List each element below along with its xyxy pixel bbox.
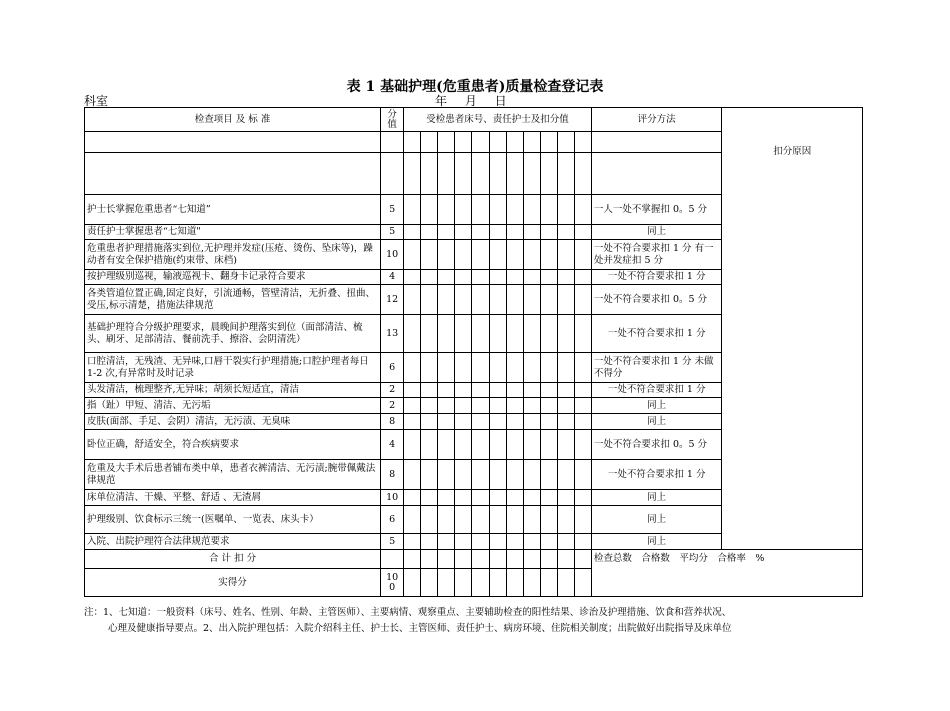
deduction-cell[interactable] — [438, 460, 455, 490]
total-cell[interactable] — [506, 550, 523, 569]
header-item: 检查项目 及 标 准 — [85, 108, 381, 132]
total-cell[interactable] — [472, 550, 489, 569]
deduction-cell[interactable] — [455, 506, 472, 534]
row-score: 8 — [381, 414, 404, 430]
row-item: 危重及大手术后患者铺布类中单，患者衣裤清洁、无污渍;腕带佩戴法律规范 — [85, 460, 381, 490]
row-item: 各类管道位置正确,固定良好，引流通畅，管壁清洁，无折叠、扭曲、受压,标示清楚，措施法律规范 — [85, 285, 381, 315]
deduction-cell[interactable] — [421, 225, 438, 240]
deduction-cell[interactable] — [472, 270, 489, 285]
row-method: 一处不符合要求扣 1 分 — [591, 315, 721, 353]
deduction-cell[interactable] — [506, 240, 523, 270]
deduction-cell[interactable] — [472, 383, 489, 398]
deduction-cell[interactable] — [421, 398, 438, 414]
table-row — [85, 195, 863, 225]
deduction-cell[interactable] — [506, 460, 523, 490]
deduction-cell[interactable] — [506, 225, 523, 240]
deduction-cell[interactable] — [438, 490, 455, 506]
deduction-cell[interactable] — [557, 430, 574, 460]
deduction-cell[interactable] — [404, 414, 421, 430]
total-cell[interactable] — [489, 550, 506, 569]
deduction-cell[interactable] — [489, 430, 506, 460]
deduction-cell[interactable] — [404, 460, 421, 490]
reason-cell[interactable] — [722, 195, 863, 550]
total-label: 合 计 扣 分 — [85, 550, 381, 569]
deduction-cell[interactable] — [523, 460, 540, 490]
deduction-cell[interactable] — [523, 490, 540, 506]
deduction-cell[interactable] — [523, 414, 540, 430]
deduction-cell[interactable] — [438, 285, 455, 315]
deduction-cell[interactable] — [404, 430, 421, 460]
deduction-cell[interactable] — [455, 383, 472, 398]
total-row — [85, 550, 863, 569]
deduction-cell[interactable] — [540, 430, 557, 460]
form-title: 表 1 基础护理(危重患者)质量检查登记表 — [346, 79, 604, 95]
deduction-cell[interactable] — [438, 315, 455, 353]
deduction-cell[interactable] — [557, 534, 574, 550]
row-score: 5 — [381, 534, 404, 550]
row-score: 2 — [381, 398, 404, 414]
deduction-cell[interactable] — [557, 225, 574, 240]
row-method: 一处不符合要求扣 1 分 未做不得分 — [591, 353, 721, 383]
deduction-cell[interactable] — [404, 383, 421, 398]
blank-cell[interactable] — [85, 153, 381, 195]
actual-score-cell[interactable] — [421, 569, 438, 597]
row-method: 同上 — [591, 225, 721, 240]
deduction-cell[interactable] — [523, 534, 540, 550]
deduction-cell[interactable] — [438, 270, 455, 285]
actual-score-cell[interactable] — [557, 569, 574, 597]
deduction-cell[interactable] — [472, 315, 489, 353]
row-item: 护士长掌握危重患者“七知道” — [85, 195, 381, 225]
header-score: 分值 — [381, 108, 404, 132]
actual-score-cell[interactable] — [574, 569, 591, 597]
deduction-cell[interactable] — [472, 195, 489, 225]
deduction-cell[interactable] — [438, 225, 455, 240]
deduction-cell[interactable] — [421, 383, 438, 398]
row-item: 卧位正确，舒适安全，符合疾病要求 — [85, 430, 381, 460]
deduction-cell[interactable] — [421, 490, 438, 506]
deduction-cell[interactable] — [540, 460, 557, 490]
deduction-cell[interactable] — [489, 285, 506, 315]
deduction-cell[interactable] — [540, 383, 557, 398]
total-cell[interactable] — [455, 550, 472, 569]
deduction-cell[interactable] — [438, 195, 455, 225]
deduction-cell[interactable] — [404, 240, 421, 270]
deduction-cell[interactable] — [540, 315, 557, 353]
deduction-cell[interactable] — [540, 285, 557, 315]
row-score: 10 — [381, 240, 404, 270]
deduction-cell[interactable] — [574, 398, 591, 414]
deduction-cell[interactable] — [540, 490, 557, 506]
deduction-cell[interactable] — [455, 285, 472, 315]
deduction-cell[interactable] — [557, 195, 574, 225]
row-score: 12 — [381, 285, 404, 315]
deduction-cell[interactable] — [574, 534, 591, 550]
row-score: 10 — [381, 490, 404, 506]
header-reason: 扣分原因 — [722, 108, 863, 195]
deduction-cell[interactable] — [540, 195, 557, 225]
row-method: 一处不符合要求扣 1 分 — [591, 270, 721, 285]
deduction-cell[interactable] — [506, 353, 523, 383]
header-method: 评分方法 — [591, 108, 721, 132]
deduction-cell[interactable] — [455, 414, 472, 430]
deduction-cell[interactable] — [506, 414, 523, 430]
deduction-cell[interactable] — [421, 460, 438, 490]
deduction-cell[interactable] — [540, 506, 557, 534]
deduction-cell[interactable] — [557, 270, 574, 285]
deduction-cell[interactable] — [506, 506, 523, 534]
deduction-cell[interactable] — [404, 225, 421, 240]
deduction-cell[interactable] — [574, 315, 591, 353]
deduction-cell[interactable] — [455, 240, 472, 270]
deduction-cell[interactable] — [472, 240, 489, 270]
deduction-cell[interactable] — [489, 195, 506, 225]
row-score: 8 — [381, 460, 404, 490]
footnote — [84, 605, 874, 637]
deduction-cell[interactable] — [540, 353, 557, 383]
deduction-cell[interactable] — [404, 490, 421, 506]
deduction-cell[interactable] — [489, 225, 506, 240]
deduction-cell[interactable] — [472, 353, 489, 383]
row-method: 一处不符合要求扣 0。5 分 — [591, 285, 721, 315]
actual-score-value: 100 — [381, 569, 404, 597]
deduction-cell[interactable] — [523, 383, 540, 398]
row-item: 床单位清洁、干燥、平整、舒适 、无渣屑 — [85, 490, 381, 506]
deduction-cell[interactable] — [404, 195, 421, 225]
deduction-cell[interactable] — [489, 270, 506, 285]
row-score: 2 — [381, 383, 404, 398]
deduction-cell[interactable] — [438, 383, 455, 398]
deduction-cell[interactable] — [523, 353, 540, 383]
row-score: 4 — [381, 430, 404, 460]
deduction-cell[interactable] — [557, 460, 574, 490]
deduction-cell[interactable] — [574, 285, 591, 315]
row-method: 一处不符合要求扣 1 分 — [591, 460, 721, 490]
deduction-cell[interactable] — [506, 315, 523, 353]
deduction-cell[interactable] — [506, 383, 523, 398]
deduction-cell[interactable] — [421, 353, 438, 383]
row-method: 同上 — [591, 398, 721, 414]
deduction-cell[interactable] — [421, 414, 438, 430]
total-cell[interactable] — [540, 550, 557, 569]
deduction-cell[interactable] — [472, 398, 489, 414]
deduction-cell[interactable] — [523, 506, 540, 534]
row-method: 同上 — [591, 414, 721, 430]
actual-score-cell[interactable] — [540, 569, 557, 597]
total-cell[interactable] — [557, 550, 574, 569]
deduction-cell[interactable] — [455, 270, 472, 285]
deduction-cell[interactable] — [574, 414, 591, 430]
deduction-cell[interactable] — [455, 430, 472, 460]
deduction-cell[interactable] — [421, 315, 438, 353]
deduction-cell[interactable] — [540, 398, 557, 414]
header-patients: 受检患者床号、责任护士及扣分值 — [404, 108, 592, 132]
actual-score-cell[interactable] — [472, 569, 489, 597]
deduction-cell[interactable] — [489, 353, 506, 383]
deduction-cell[interactable] — [489, 315, 506, 353]
actual-score-cell[interactable] — [404, 569, 421, 597]
deduction-cell[interactable] — [523, 315, 540, 353]
row-item: 护理级别、饮食标示三统一(医嘱单、一览表、床头卡） — [85, 506, 381, 534]
deduction-cell[interactable] — [557, 383, 574, 398]
row-method: 一处不符合要求扣 1 分 — [591, 383, 721, 398]
total-cell[interactable] — [438, 550, 455, 569]
deduction-cell[interactable] — [557, 240, 574, 270]
date-label: 年 月 日 — [435, 94, 507, 108]
deduction-cell[interactable] — [404, 353, 421, 383]
deduction-cell[interactable] — [404, 398, 421, 414]
row-method: 同上 — [591, 506, 721, 534]
blank-cell[interactable] — [381, 153, 404, 195]
deduction-cell[interactable] — [506, 490, 523, 506]
deduction-cell[interactable] — [523, 430, 540, 460]
deduction-cell[interactable] — [438, 240, 455, 270]
deduction-cell[interactable] — [557, 414, 574, 430]
deduction-cell[interactable] — [438, 353, 455, 383]
inspection-table — [84, 107, 863, 597]
deduction-cell[interactable] — [557, 285, 574, 315]
deduction-cell[interactable] — [421, 270, 438, 285]
blank-cell[interactable] — [381, 132, 404, 153]
footnote-line-2: 心理及健康指导要点。2、出入院护理包括：入院介绍科主任、护士长、主管医师、责任护士、病房环境、住院相关制度；出院做好出院指导及床单位 — [108, 623, 732, 634]
row-score: 5 — [381, 195, 404, 225]
deduction-cell[interactable] — [574, 460, 591, 490]
deduction-cell[interactable] — [404, 270, 421, 285]
row-item: 指（趾）甲短、清洁、无污垢 — [85, 398, 381, 414]
deduction-cell[interactable] — [489, 414, 506, 430]
deduction-cell[interactable] — [523, 270, 540, 285]
deduction-cell[interactable] — [455, 315, 472, 353]
deduction-cell[interactable] — [489, 460, 506, 490]
deduction-cell[interactable] — [455, 534, 472, 550]
actual-score-cell[interactable] — [455, 569, 472, 597]
deduction-cell[interactable] — [557, 490, 574, 506]
deduction-cell[interactable] — [438, 414, 455, 430]
row-method: 同上 — [591, 534, 721, 550]
deduction-cell[interactable] — [421, 534, 438, 550]
deduction-cell[interactable] — [506, 430, 523, 460]
row-item: 责任护士掌握患者“七知道" — [85, 225, 381, 240]
deduction-cell[interactable] — [455, 460, 472, 490]
deduction-cell[interactable] — [404, 315, 421, 353]
deduction-cell[interactable] — [421, 430, 438, 460]
deduction-cell[interactable] — [421, 240, 438, 270]
deduction-cell[interactable] — [438, 534, 455, 550]
row-score: 13 — [381, 315, 404, 353]
total-cell[interactable] — [381, 550, 404, 569]
actual-score-label: 实得分 — [85, 569, 381, 597]
deduction-cell[interactable] — [574, 240, 591, 270]
deduction-cell[interactable] — [455, 195, 472, 225]
deduction-cell[interactable] — [557, 398, 574, 414]
blank-cell[interactable] — [85, 132, 381, 153]
deduction-cell[interactable] — [472, 534, 489, 550]
deduction-cell[interactable] — [506, 285, 523, 315]
deduction-cell[interactable] — [472, 430, 489, 460]
row-item: 口腔清洁，无残渣、无异味,口唇干裂实行护理措施;口腔护理者每日 1-2 次,有异常时及时记录 — [85, 353, 381, 383]
deduction-cell[interactable] — [489, 506, 506, 534]
deduction-cell[interactable] — [472, 285, 489, 315]
row-item: 头发清洁，梳理整齐,无异味；胡须长短适宜，清洁 — [85, 383, 381, 398]
row-item: 危重患者护理措施落实到位,无护理并发症(压疮、烫伤、坠床等)，躁动者有安全保护措施(约束带、床档) — [85, 240, 381, 270]
deduction-cell[interactable] — [404, 285, 421, 315]
deduction-cell[interactable] — [574, 195, 591, 225]
row-item: 基础护理符合分级护理要求，晨晚间护理落实到位（面部清洁、梳头、刷牙、足部清洁、餐前洗手、擦浴、会阴清洗） — [85, 315, 381, 353]
deduction-cell[interactable] — [574, 430, 591, 460]
actual-score-cell[interactable] — [489, 569, 506, 597]
deduction-cell[interactable] — [523, 195, 540, 225]
deduction-cell[interactable] — [455, 225, 472, 240]
deduction-cell[interactable] — [421, 285, 438, 315]
row-score: 4 — [381, 270, 404, 285]
deduction-cell[interactable] — [574, 490, 591, 506]
row-method: 同上 — [591, 490, 721, 506]
deduction-cell[interactable] — [557, 506, 574, 534]
footnote-line-1: 注：1、七知道：一般资料（床号、姓名、性别、年龄、主管医师）、主要病情、观察重点、主要辅助检查的阳性结果、诊治及护理措施、饮食和营养状况、 — [84, 607, 732, 618]
total-cell[interactable] — [574, 550, 591, 569]
deduction-cell[interactable] — [421, 506, 438, 534]
row-method: 一处不符合要求扣 0。5 分 — [591, 430, 721, 460]
deduction-cell[interactable] — [506, 398, 523, 414]
row-score: 6 — [381, 353, 404, 383]
deduction-cell[interactable] — [489, 398, 506, 414]
row-item: 入院、出院护理符合法律规范要求 — [85, 534, 381, 550]
total-cell[interactable] — [404, 550, 421, 569]
row-method: 一处不符合要求扣 1 分 有一处并发症扣 5 分 — [591, 240, 721, 270]
deduction-cell[interactable] — [489, 490, 506, 506]
deduction-cell[interactable] — [455, 490, 472, 506]
deduction-cell[interactable] — [540, 225, 557, 240]
row-item: 按护理级别巡视，输液巡视卡、翻身卡记录符合要求 — [85, 270, 381, 285]
total-cell[interactable] — [523, 550, 540, 569]
deduction-cell[interactable] — [438, 430, 455, 460]
deduction-cell[interactable] — [506, 534, 523, 550]
deduction-cell[interactable] — [472, 506, 489, 534]
row-score: 5 — [381, 225, 404, 240]
deduction-cell[interactable] — [438, 506, 455, 534]
stats-summary: 检查总数 合格数 平均分 合格率 % — [591, 550, 862, 597]
deduction-cell[interactable] — [523, 398, 540, 414]
deduction-cell[interactable] — [540, 414, 557, 430]
deduction-cell[interactable] — [540, 270, 557, 285]
deduction-cell[interactable] — [523, 240, 540, 270]
deduction-cell[interactable] — [574, 225, 591, 240]
deduction-cell[interactable] — [506, 270, 523, 285]
deduction-cell[interactable] — [540, 240, 557, 270]
deduction-cell[interactable] — [574, 506, 591, 534]
deduction-cell[interactable] — [472, 225, 489, 240]
row-method: 一人一处不掌握扣 0。5 分 — [591, 195, 721, 225]
deduction-cell[interactable] — [438, 398, 455, 414]
actual-score-cell[interactable] — [506, 569, 523, 597]
deduction-cell[interactable] — [489, 240, 506, 270]
row-score: 6 — [381, 506, 404, 534]
deduction-cell[interactable] — [455, 353, 472, 383]
deduction-cell[interactable] — [557, 353, 574, 383]
deduction-cell[interactable] — [455, 398, 472, 414]
deduction-cell[interactable] — [557, 315, 574, 353]
deduction-cell[interactable] — [574, 270, 591, 285]
deduction-cell[interactable] — [540, 534, 557, 550]
deduction-cell[interactable] — [472, 490, 489, 506]
deduction-cell[interactable] — [421, 195, 438, 225]
deduction-cell[interactable] — [472, 460, 489, 490]
actual-score-cell[interactable] — [523, 569, 540, 597]
deduction-cell[interactable] — [574, 383, 591, 398]
actual-score-cell[interactable] — [438, 569, 455, 597]
deduction-cell[interactable] — [523, 225, 540, 240]
row-item: 皮肤(面部、手足、会阴）清洁，无污渍、无臭味 — [85, 414, 381, 430]
deduction-cell[interactable] — [404, 506, 421, 534]
deduction-cell[interactable] — [489, 383, 506, 398]
deduction-cell[interactable] — [523, 285, 540, 315]
total-cell[interactable] — [421, 550, 438, 569]
deduction-cell[interactable] — [404, 534, 421, 550]
deduction-cell[interactable] — [489, 534, 506, 550]
deduction-cell[interactable] — [574, 353, 591, 383]
deduction-cell[interactable] — [506, 195, 523, 225]
deduction-cell[interactable] — [472, 414, 489, 430]
department-label: 科室 — [84, 94, 109, 108]
